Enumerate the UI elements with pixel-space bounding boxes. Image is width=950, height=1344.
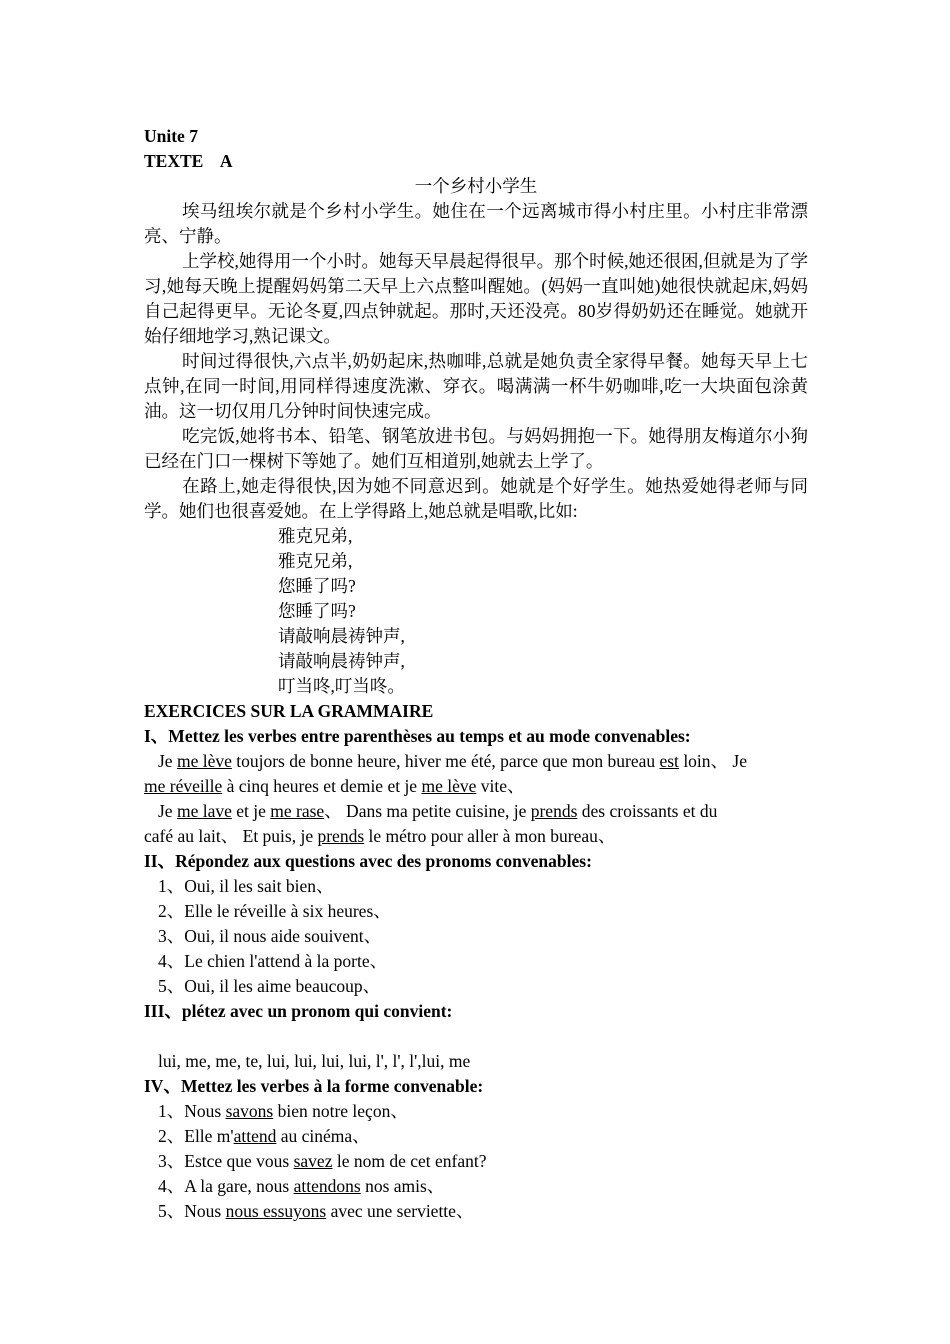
text-run: 3、Estce que vous xyxy=(158,1151,294,1171)
story-title: 一个乡村小学生 xyxy=(414,176,538,196)
story-paragraph: 吃完饭,她将书本、铅笔、钢笔放进书包。与妈妈拥抱一下。她得朋友梅道尔小狗已经在门口一棵树下等她了。她们互相道别,她就去上学了。 xyxy=(144,426,808,471)
text-run: à cinq heures et demie et je xyxy=(222,776,422,796)
answer-verb: me lève xyxy=(176,751,232,771)
poem-line: 请敲响晨祷钟声, xyxy=(278,651,405,671)
answer-verb: prends xyxy=(317,826,365,846)
exercise-2-item: 3、Oui, il nous aide souivent、 xyxy=(158,926,382,946)
text-run: le nom de cet enfant? xyxy=(332,1151,487,1171)
document-body xyxy=(144,124,808,1224)
text-run: Je xyxy=(158,751,177,771)
poem-line: 雅克兄弟, xyxy=(278,526,353,546)
text-run: nos amis、 xyxy=(360,1176,445,1196)
text-run: toujors de bonne heure, hiver me été, parce que mon bureau xyxy=(231,751,660,771)
exercise-2-item: 5、Oui, il les aime beaucoup、 xyxy=(158,976,381,996)
exercise-1-line xyxy=(144,799,808,824)
answer-verb: attend xyxy=(233,1126,277,1146)
exercise-1-title: I、Mettez les verbes entre parenthèses au temps et au mode convenables: xyxy=(144,726,691,746)
exercise-4-item xyxy=(144,1099,808,1124)
text-run: 2、Elle m' xyxy=(158,1126,234,1146)
exercise-1-line xyxy=(144,749,808,774)
answer-verb: me lave xyxy=(176,801,232,821)
text-run: 1、Nous xyxy=(158,1101,226,1121)
exercise-2-title: II、Répondez aux questions avec des pronoms convenables: xyxy=(144,851,592,871)
story-paragraph: 时间过得很快,六点半,奶奶起床,热咖啡,总就是她负责全家得早餐。她每天早上七点钟,在同一时间,用同样得速度洗漱、穿衣。喝满满一杯牛奶咖啡,吃一大块面包涂黄油。这一切仅用几分钟时间快速完成。 xyxy=(144,351,808,421)
text-run: bien notre leçon、 xyxy=(273,1101,408,1121)
exercise-2-item: 1、Oui, il les sait bien、 xyxy=(158,876,334,896)
answer-verb: est xyxy=(659,751,679,771)
text-run: et je xyxy=(231,801,271,821)
exercise-4-title: IV、Mettez les verbes à la forme convenable: xyxy=(144,1076,484,1096)
exercise-1-line xyxy=(144,774,808,799)
answer-verb: savez xyxy=(293,1151,333,1171)
blank-line xyxy=(144,1024,808,1049)
story-paragraph: 埃马纽埃尔就是个乡村小学生。她住在一个远离城市得小村庄里。小村庄非常漂亮、宁静。 xyxy=(144,201,808,246)
answer-verb: prends xyxy=(530,801,578,821)
text-run: 、 Dans ma petite cuisine, je xyxy=(324,801,531,821)
texte-heading: TEXTE A xyxy=(144,151,233,171)
text-run: loin、 Je xyxy=(678,751,752,771)
exercise-1-line xyxy=(144,824,808,849)
exercise-3-title: III、plétez avec un pronom qui convient: xyxy=(144,1001,453,1021)
text-run: vite、 xyxy=(476,776,525,796)
exercise-4-item xyxy=(144,1199,808,1224)
text-run: café au lait、 Et puis, je xyxy=(144,826,318,846)
exercise-2-item: 2、Elle le réveille à six heures、 xyxy=(158,901,391,921)
answer-verb: savons xyxy=(225,1101,274,1121)
poem-line: 您睡了吗? xyxy=(278,576,356,596)
poem-line: 您睡了吗? xyxy=(278,601,356,621)
text-run: des croissants et du xyxy=(577,801,718,821)
text-run: avec une serviette、 xyxy=(326,1201,474,1221)
exercise-4-item xyxy=(144,1149,808,1174)
poem-line: 叮当咚,叮当咚。 xyxy=(278,676,405,696)
exercise-3-answers: lui, me, me, te, lui, lui, lui, lui, l', l', l',lui, me xyxy=(158,1051,471,1071)
answer-verb: me réveille xyxy=(144,776,223,796)
text-run: le métro pour aller à mon bureau、 xyxy=(364,826,616,846)
text-run: 4、A la gare, nous xyxy=(158,1176,294,1196)
text-run: Je xyxy=(158,801,177,821)
exercise-2-item: 4、Le chien l'attend à la porte、 xyxy=(158,951,388,971)
answer-verb: me rase xyxy=(270,801,325,821)
poem-line: 请敲响晨祷钟声, xyxy=(278,626,405,646)
answer-verb: me lève xyxy=(421,776,477,796)
exercise-4-item xyxy=(144,1124,808,1149)
text-run: 5、Nous xyxy=(158,1201,226,1221)
poem-line: 雅克兄弟, xyxy=(278,551,353,571)
answer-verb: attendons xyxy=(293,1176,361,1196)
unit-title: Unite 7 xyxy=(144,126,198,146)
exercise-4-item xyxy=(144,1174,808,1199)
story-paragraph: 上学校,她得用一个小时。她每天早晨起得很早。那个时候,她还很困,但就是为了学习,她每天晚上提醒妈妈第二天早上六点整叫醒她。(妈妈一直叫她)她很快就起床,妈妈自己起得更早。无论冬夏,四点钟就起。那时,天还没亮。80岁得奶奶还在睡觉。她就开始仔细地学习,熟记课文。 xyxy=(144,251,808,346)
story-paragraph: 在路上,她走得很快,因为她不同意迟到。她就是个好学生。她热爱她得老师与同学。她们也很喜爱她。在上学得路上,她总就是唱歌,比如: xyxy=(144,476,808,521)
text-run: au cinéma、 xyxy=(276,1126,370,1146)
answer-verb: nous essuyons xyxy=(225,1201,327,1221)
exercises-heading: EXERCICES SUR LA GRAMMAIRE xyxy=(144,701,434,721)
